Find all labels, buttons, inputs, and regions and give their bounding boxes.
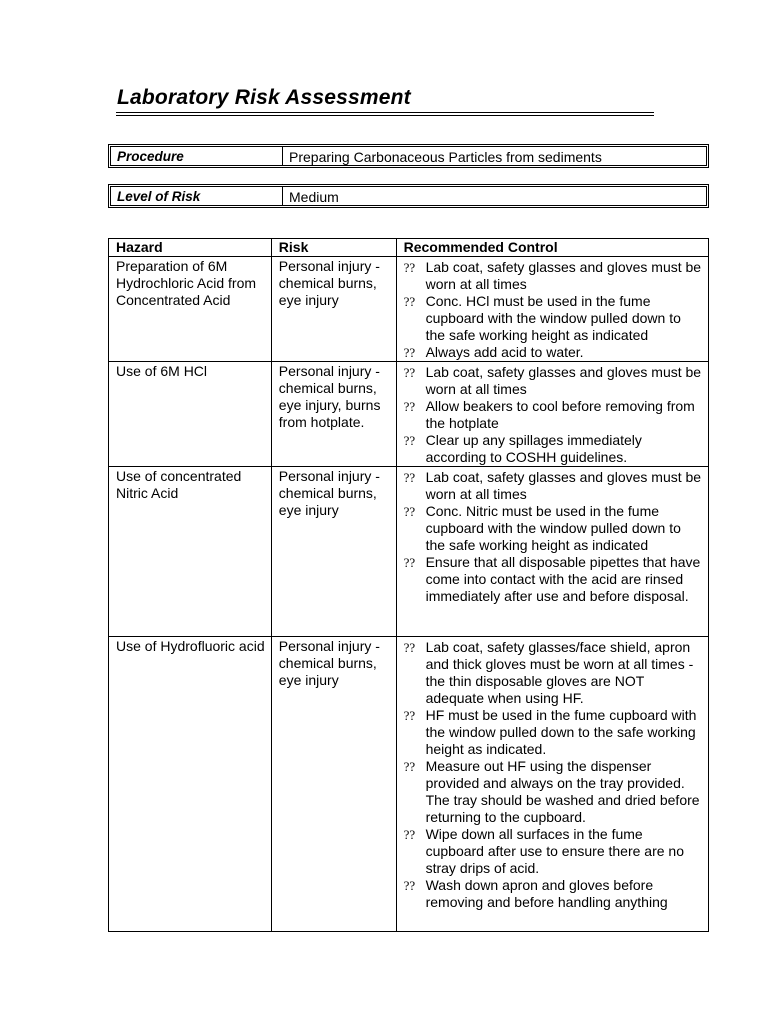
bullet-glyph: ?? xyxy=(403,504,416,519)
control-text: Conc. Nitric must be used in the fume cupboard with the window pulled down to the safe working height as indicated xyxy=(425,503,681,553)
control-item xyxy=(404,432,702,466)
risk-cell: Personal injury - chemical burns, eye injury, burns from hotplate. xyxy=(271,362,396,467)
title-underline xyxy=(116,112,654,116)
control-list xyxy=(404,259,702,361)
control-text: HF must be used in the fume cupboard with the window pulled down to the safe working height as indicated. xyxy=(425,707,697,757)
bullet-glyph: ?? xyxy=(403,365,416,380)
control-item xyxy=(404,639,702,707)
control-item xyxy=(404,293,702,344)
control-text: Lab coat, safety glasses and gloves must be worn at all times xyxy=(425,469,702,502)
risk-cell: Personal injury - chemical burns, eye injury xyxy=(271,257,396,362)
bullet-glyph: ?? xyxy=(403,260,416,275)
hazard-cell: Preparation of 6M Hydrochloric Acid from Concentrated Acid xyxy=(109,257,272,362)
page-title: Laboratory Risk Assessment xyxy=(117,86,411,109)
bullet-glyph: ?? xyxy=(403,433,416,448)
level-of-risk-value: Medium xyxy=(289,189,339,205)
procedure-box xyxy=(108,144,709,168)
control-text: Lab coat, safety glasses and gloves must be worn at all times xyxy=(425,364,702,397)
table-row xyxy=(109,257,709,362)
level-of-risk-box xyxy=(108,184,709,208)
bullet-glyph: ?? xyxy=(403,759,416,774)
table-row xyxy=(109,467,709,637)
bullet-glyph: ?? xyxy=(403,555,416,570)
control-text: Wash down apron and gloves before removing and before handling anything xyxy=(425,877,668,910)
control-text: Clear up any spillages immediately according to COSHH guidelines. xyxy=(425,432,642,465)
control-cell xyxy=(396,637,708,932)
bullet-glyph: ?? xyxy=(403,640,416,655)
control-item xyxy=(404,554,702,605)
control-item xyxy=(404,344,702,361)
hazard-table xyxy=(108,238,709,932)
control-item xyxy=(404,707,702,758)
procedure-value: Preparing Carbonaceous Particles from sediments xyxy=(289,149,602,165)
header-recommended-control: Recommended Control xyxy=(396,239,708,257)
bullet-glyph: ?? xyxy=(403,399,416,414)
control-text: Ensure that all disposable pipettes that have come into contact with the acid are rinsed immediately after use and before disposal. xyxy=(425,554,701,604)
control-list xyxy=(404,364,702,466)
control-item xyxy=(404,469,702,503)
control-item xyxy=(404,877,702,911)
hazard-cell: Use of 6M HCl xyxy=(109,362,272,467)
table-header-row xyxy=(109,239,709,257)
table-row xyxy=(109,637,709,932)
control-text: Lab coat, safety glasses and gloves must be worn at all times xyxy=(425,259,702,292)
control-text: Lab coat, safety glasses/face shield, apron and thick gloves must be worn at all times - the thin disposable gloves are NOT adequate when using HF. xyxy=(425,639,694,706)
control-text: Measure out HF using the dispenser provided and always on the tray provided. The tray should be washed and dried before returning to the cupboard. xyxy=(425,758,700,825)
header-risk: Risk xyxy=(271,239,396,257)
bullet-glyph: ?? xyxy=(403,708,416,723)
risk-cell: Personal injury - chemical burns, eye injury xyxy=(271,467,396,637)
control-item xyxy=(404,758,702,826)
control-list xyxy=(404,469,702,605)
control-item xyxy=(404,398,702,432)
hazard-cell: Use of Hydrofluoric acid xyxy=(109,637,272,932)
hazard-cell: Use of concentrated Nitric Acid xyxy=(109,467,272,637)
control-item xyxy=(404,503,702,554)
control-item xyxy=(404,826,702,877)
control-item xyxy=(404,364,702,398)
control-item xyxy=(404,259,702,293)
control-cell xyxy=(396,362,708,467)
bullet-glyph: ?? xyxy=(403,470,416,485)
procedure-label: Procedure xyxy=(111,147,283,165)
bullet-glyph: ?? xyxy=(403,294,416,309)
control-text: Allow beakers to cool before removing from the hotplate xyxy=(425,398,695,431)
table-row xyxy=(109,362,709,467)
control-text: Wipe down all surfaces in the fume cupboard after use to ensure there are no stray drips of acid. xyxy=(425,826,684,876)
bullet-glyph: ?? xyxy=(403,878,416,893)
header-hazard: Hazard xyxy=(109,239,272,257)
control-text: Always add acid to water. xyxy=(425,344,584,360)
control-list xyxy=(404,639,702,911)
bullet-glyph: ?? xyxy=(403,345,416,360)
level-of-risk-label: Level of Risk xyxy=(111,187,283,205)
risk-cell: Personal injury - chemical burns, eye injury xyxy=(271,637,396,932)
control-cell xyxy=(396,257,708,362)
control-text: Conc. HCl must be used in the fume cupboard with the window pulled down to the safe working height as indicated xyxy=(425,293,681,343)
bullet-glyph: ?? xyxy=(403,827,416,842)
control-cell xyxy=(396,467,708,637)
